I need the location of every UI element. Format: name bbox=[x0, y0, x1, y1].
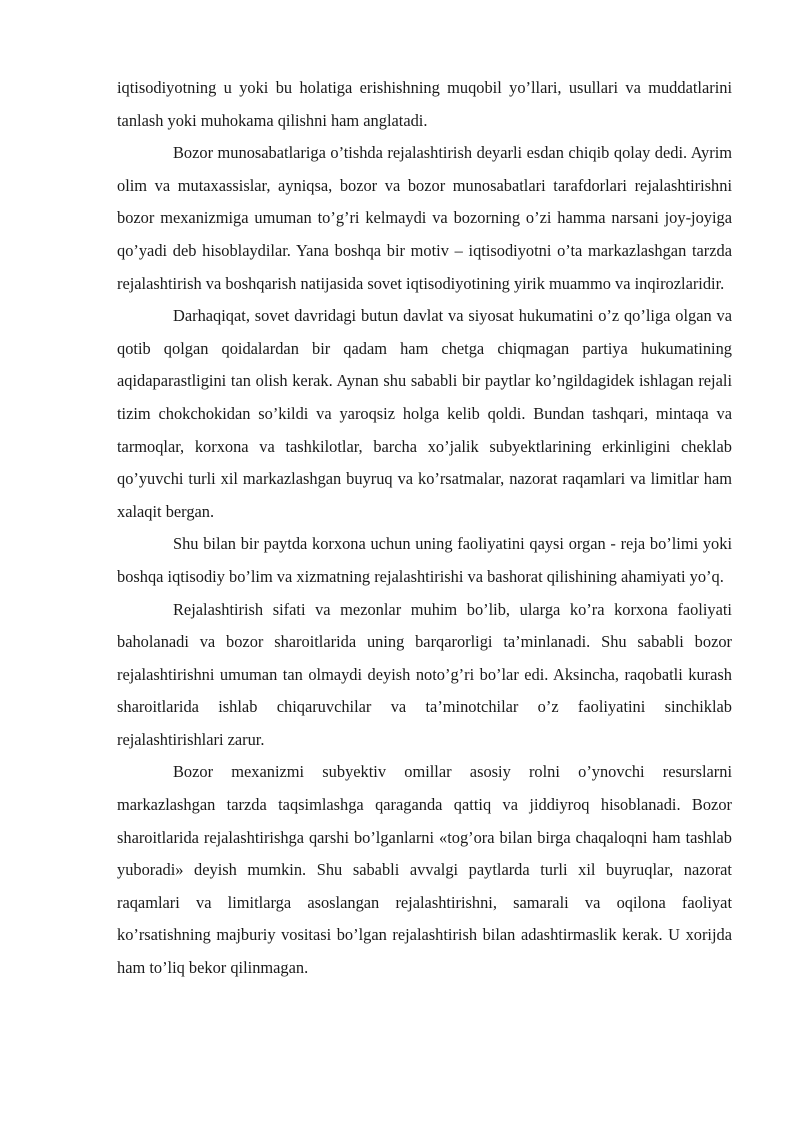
paragraph-continued: iqtisodiyotning u yoki bu holatiga erishishning muqobil yo’llari, usullari va muddatlarini tanlash yoki muhokama qilishni ham anglatadi. bbox=[117, 78, 732, 130]
paragraph-market-transition: Bozor munosabatlariga o’tishda rejalashtirish deyarli esdan chiqib qolay dedi. Ayrim olim va mutaxassislar, ayniqsa, bozor va bozor munosabatlari tarafdorlari rejalashtirishni bozor mexanizmiga umuman to’g’ri kelmaydi va bozorning o’zi hamma narsani joy-joyiga qo’yadi deb hisoblaydilar. Yana boshqa bir motiv – iqtisodiyotni o’ta markazlashgan tarzda rejalashtirish va boshqarish natijasida sovet iqtisodiyotining yirik muammo va inqirozlaridir. bbox=[117, 143, 732, 293]
paragraph-market-mechanism: Bozor mexanizmi subyektiv omillar asosiy rolni o’ynovchi resurslarni markazlashgan tarzda taqsimlashga qaraganda qattiq va jiddiyroq hisoblanadi. Bozor sharoitlarida rejalashtirishga qarshi bo’lganlarni «tog’ora bilan birga chaqaloqni ham tashlab yuboradi» deyish mumkin. Shu sababli avvalgi paytlarda turli xil buyruqlar, nazorat raqamlari va limitlarga asoslangan rejalashtirishni, samarali va oqilona faoliyat ko’rsatishning majburiy vositasi bo’lgan rejalashtirish bilan adashtirmaslik kerak. U xorijda ham to’liq bekor qilinmagan. bbox=[117, 762, 732, 978]
paragraph-enterprise-planning: Shu bilan bir paytda korxona uchun uning faoliyatini qaysi organ - reja bo’limi yoki boshqa iqtisodiy bo’lim va xizmatning rejalashtirishi va bashorat qilishining ahamiyati yo’q. bbox=[117, 534, 732, 586]
paragraph-soviet-period: Darhaqiqat, sovet davridagi butun davlat va siyosat hukumatini o’z qo’liga olgan va qotib qolgan qoidalardan bir qadam ham chetga chiqmagan partiya hukumatining aqidaparastligini tan olish kerak. Aynan shu sababli bir paytlar ko’ngildagidek ishlagan rejali tizim chokchokidan so’kildi va yaroqsiz holga kelib qoldi. Bundan tashqari, mintaqa va tarmoqlar, korxona va tashkilotlar, barcha xo’jalik subyektlarining erkinligini cheklab qo’yuvchi turli xil markazlashgan buyruq va ko’rsatmalar, nazorat raqamlari va limitlar ham xalaqit bergan. bbox=[117, 306, 732, 521]
paragraph-planning-quality: Rejalashtirish sifati va mezonlar muhim bo’lib, ularga ko’ra korxona faoliyati baholanadi va bozor sharoitlarida uning barqarorligi ta’minlanadi. Shu sababli bozor rejalashtirishni umuman tan olmaydi deyish noto’g’ri bo’lar edi. Aksincha, raqobatli kurash sharoitlarida ishlab chiqaruvchilar va ta’minotchilar o’z faoliyatini sinchiklab rejalashtirishlari zarur. bbox=[117, 599, 732, 749]
document-page bbox=[117, 72, 732, 985]
